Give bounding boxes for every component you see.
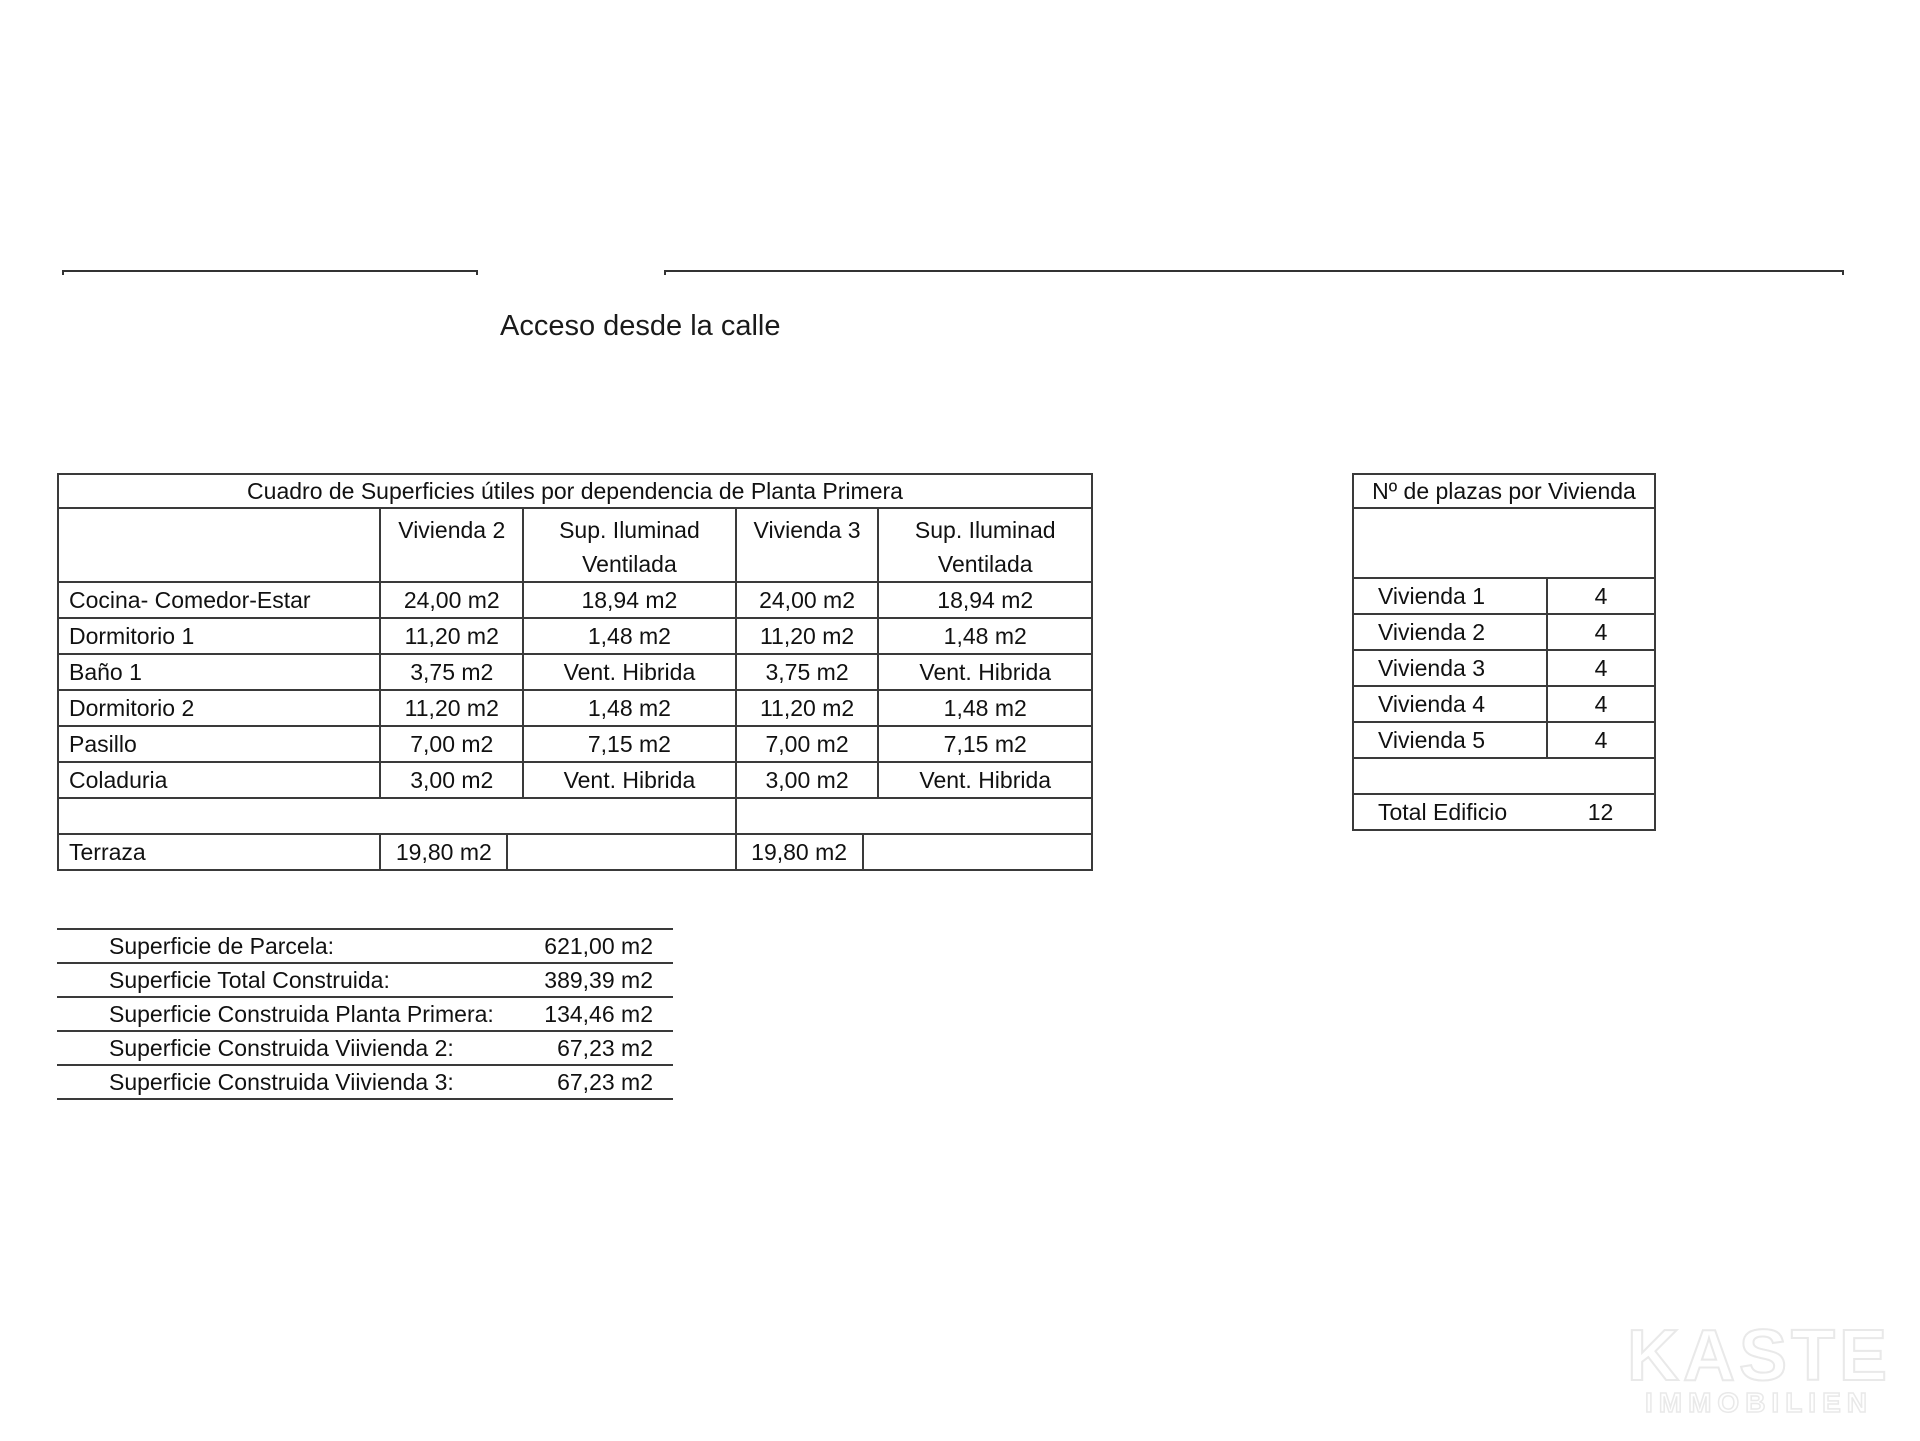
- header-sup-line1: Sup. Iluminad: [559, 517, 700, 543]
- v3-area: 24,00 m2: [736, 582, 879, 618]
- summary-label: Superficie Total Construida:: [109, 966, 390, 993]
- v3-area: 3,75 m2: [736, 654, 879, 690]
- v3-terrace-area: 19,80 m2: [736, 834, 863, 870]
- v2-lit-area: 1,48 m2: [523, 618, 735, 654]
- street-boundary-line-right: [664, 270, 1844, 272]
- places-total-row: [1353, 794, 1655, 830]
- summary-value: 389,39 m2: [544, 966, 653, 993]
- places-spacer-row: [1353, 758, 1655, 794]
- places-row: [1353, 578, 1655, 614]
- table-spacer-row: [58, 798, 1092, 834]
- table-row: [58, 690, 1092, 726]
- places-blank-row: [1353, 508, 1655, 578]
- v3-area: 3,00 m2: [736, 762, 879, 798]
- places-title: Nº de plazas por Vivienda: [1353, 474, 1655, 508]
- summary-value: 67,23 m2: [557, 1068, 653, 1095]
- table-row: [58, 762, 1092, 798]
- street-boundary-line-left: [62, 270, 478, 272]
- table-row: [58, 654, 1092, 690]
- places-value: 4: [1547, 686, 1655, 722]
- header-sup-v2: [523, 508, 735, 582]
- v3-lit-area: 1,48 m2: [878, 690, 1092, 726]
- places-label: Vivienda 1: [1353, 578, 1547, 614]
- v2-area: 11,20 m2: [380, 690, 523, 726]
- v2-area: 3,00 m2: [380, 762, 523, 798]
- v2-area: 7,00 m2: [380, 726, 523, 762]
- summary-row: [57, 996, 673, 1030]
- v2-area: 3,75 m2: [380, 654, 523, 690]
- summary-row: [57, 1064, 673, 1100]
- places-value: 4: [1547, 722, 1655, 758]
- summary-label: Superficie de Parcela:: [109, 932, 335, 959]
- places-title-row: [1353, 474, 1655, 508]
- v2-area: 24,00 m2: [380, 582, 523, 618]
- places-total-label: Total Edificio: [1353, 794, 1547, 830]
- places-table: [1352, 473, 1656, 831]
- room-name: Cocina- Comedor-Estar: [58, 582, 380, 618]
- v2-area: 11,20 m2: [380, 618, 523, 654]
- table-title: Cuadro de Superficies útiles por dependencia de Planta Primera: [58, 474, 1092, 508]
- table-row: [58, 582, 1092, 618]
- summary-row: [57, 928, 673, 962]
- places-row: [1353, 614, 1655, 650]
- header-sup-line2: Ventilada: [937, 551, 1033, 577]
- summary-value: 134,46 m2: [544, 1000, 653, 1027]
- header-sup-line2: Ventilada: [582, 551, 677, 577]
- room-name: Dormitorio 1: [58, 618, 380, 654]
- area-summary: [57, 928, 673, 1100]
- places-value: 4: [1547, 650, 1655, 686]
- table-header-row: [58, 508, 1092, 582]
- table-row: [58, 618, 1092, 654]
- header-vivienda-3: Vivienda 3: [736, 508, 879, 582]
- v2-lit-area: Vent. Hibrida: [523, 762, 735, 798]
- places-value: 4: [1547, 614, 1655, 650]
- summary-value: 621,00 m2: [544, 932, 653, 959]
- watermark-line2: IMMOBILIEN: [1645, 1387, 1873, 1418]
- header-sup-v3: [878, 508, 1092, 582]
- summary-value: 67,23 m2: [557, 1034, 653, 1061]
- v2-lit-area: 7,15 m2: [523, 726, 735, 762]
- table-title-row: [58, 474, 1092, 508]
- v3-area: 11,20 m2: [736, 618, 879, 654]
- summary-label: Superficie Construida Viivienda 2:: [109, 1034, 454, 1061]
- places-label: Vivienda 5: [1353, 722, 1547, 758]
- places-row: [1353, 650, 1655, 686]
- v2-lit-area: 1,48 m2: [523, 690, 735, 726]
- places-blank-cell: [1353, 508, 1655, 578]
- summary-label: Superficie Construida Viivienda 3:: [109, 1068, 454, 1095]
- places-row: [1353, 686, 1655, 722]
- v3-lit-area: Vent. Hibrida: [878, 654, 1092, 690]
- v2-terrace-empty: [507, 834, 735, 870]
- places-spacer-cell: [1353, 758, 1655, 794]
- v3-terrace-empty: [863, 834, 1092, 870]
- v2-lit-area: Vent. Hibrida: [523, 654, 735, 690]
- room-name: Baño 1: [58, 654, 380, 690]
- header-vivienda-2: Vivienda 2: [380, 508, 523, 582]
- surfaces-table: [57, 473, 1093, 871]
- places-value: 4: [1547, 578, 1655, 614]
- v3-area: 11,20 m2: [736, 690, 879, 726]
- room-name: Coladuria: [58, 762, 380, 798]
- header-sup-line1: Sup. Iluminad: [914, 517, 1056, 543]
- v3-lit-area: Vent. Hibrida: [878, 762, 1092, 798]
- summary-row: [57, 962, 673, 996]
- watermark-logo: [1614, 1318, 1904, 1418]
- watermark-line1: KASTE: [1626, 1318, 1892, 1396]
- room-name: Pasillo: [58, 726, 380, 762]
- places-label: Vivienda 4: [1353, 686, 1547, 722]
- room-name: Terraza: [58, 834, 380, 870]
- v2-lit-area: 18,94 m2: [523, 582, 735, 618]
- spacer-cell-v2: [58, 798, 736, 834]
- header-room-cell: [58, 508, 380, 582]
- v3-lit-area: 18,94 m2: [878, 582, 1092, 618]
- spacer-cell-v3: [736, 798, 1092, 834]
- v3-lit-area: 1,48 m2: [878, 618, 1092, 654]
- room-name: Dormitorio 2: [58, 690, 380, 726]
- v3-area: 7,00 m2: [736, 726, 879, 762]
- summary-label: Superficie Construida Planta Primera:: [109, 1000, 494, 1027]
- places-label: Vivienda 3: [1353, 650, 1547, 686]
- terrace-row: [58, 834, 1092, 870]
- places-total-value: 12: [1547, 794, 1655, 830]
- summary-row: [57, 1030, 673, 1064]
- v3-lit-area: 7,15 m2: [878, 726, 1092, 762]
- street-access-label: Acceso desde la calle: [500, 310, 781, 342]
- table-row: [58, 726, 1092, 762]
- places-row: [1353, 722, 1655, 758]
- places-label: Vivienda 2: [1353, 614, 1547, 650]
- v2-terrace-area: 19,80 m2: [380, 834, 507, 870]
